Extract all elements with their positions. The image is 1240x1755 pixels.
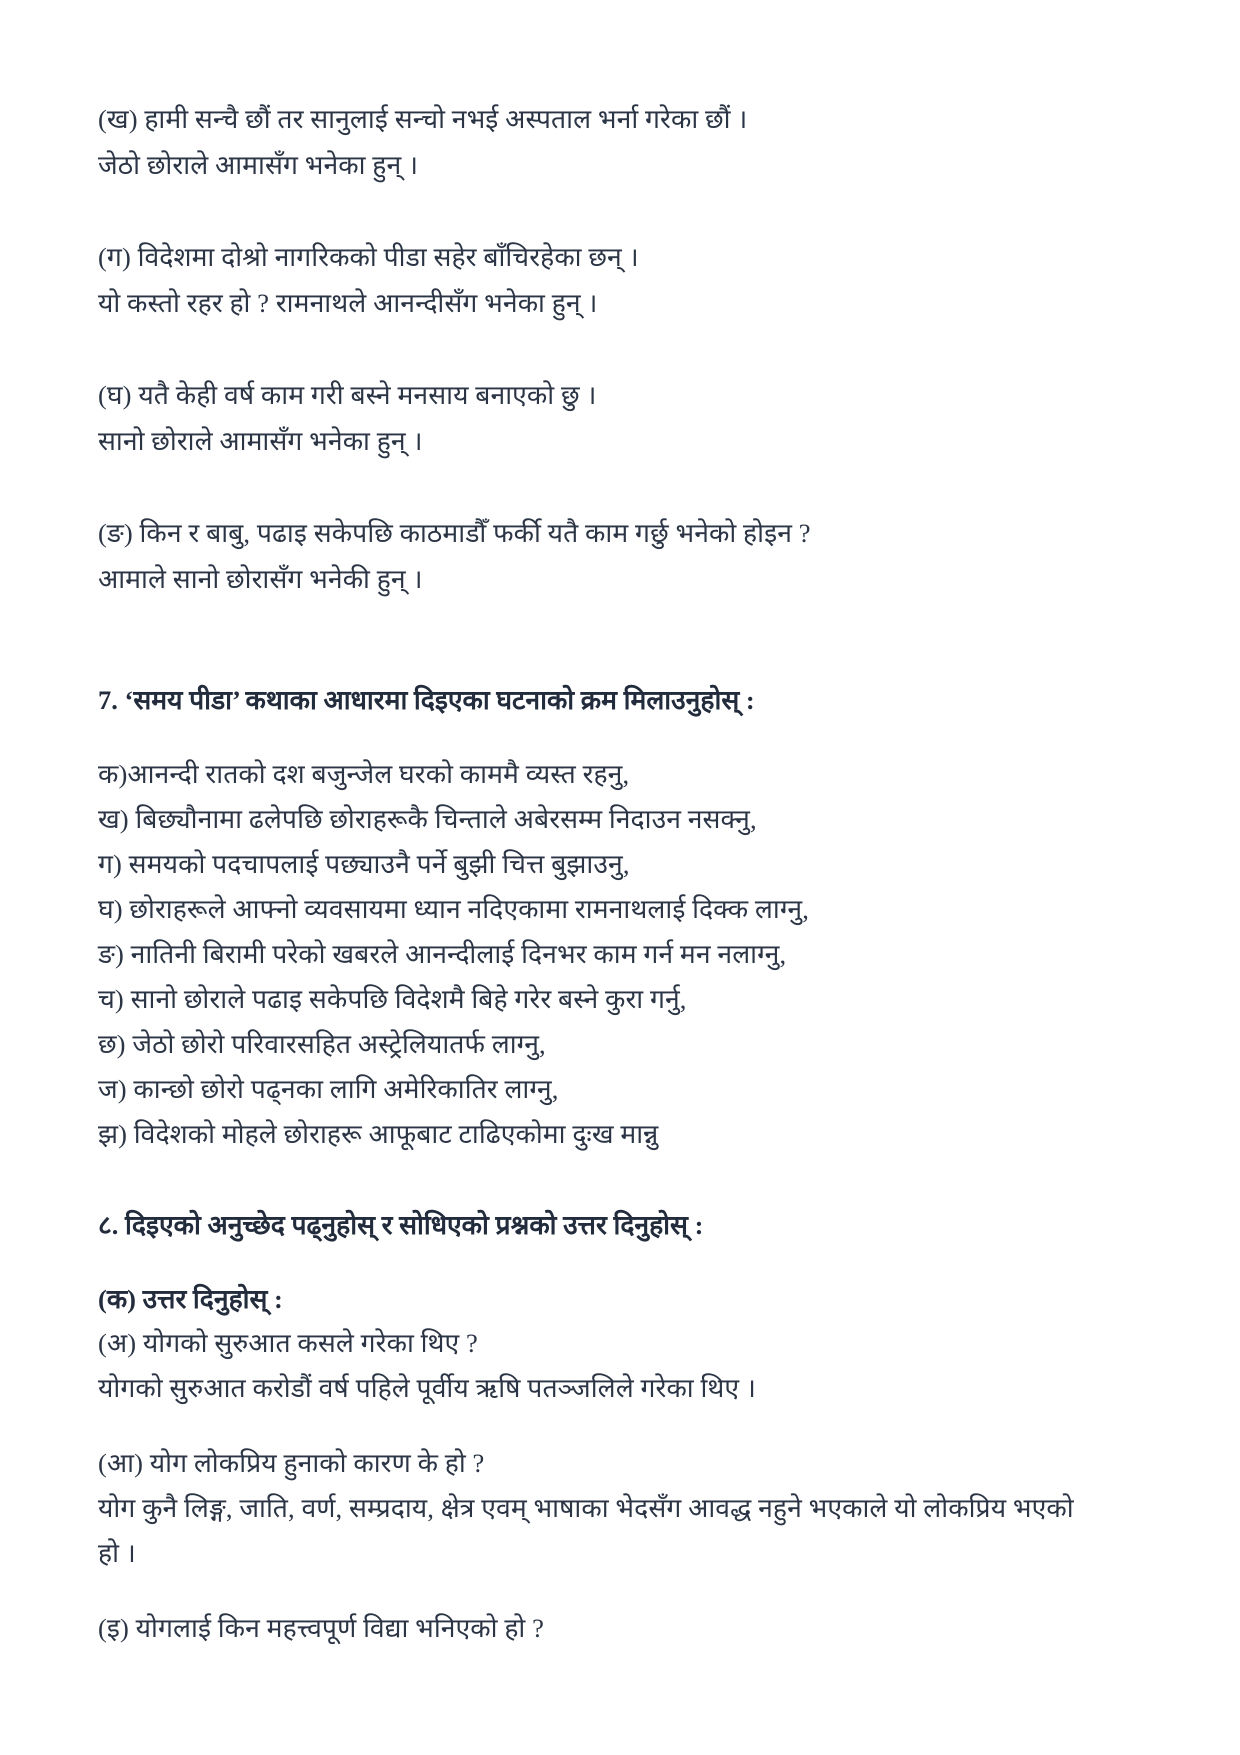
- answer-gha-line1: (घ) यतै केही वर्ष काम गरी बस्ने मनसाय बनाएको छु ।: [98, 380, 597, 410]
- document-body: [98, 96, 1158, 1651]
- answer-gha-line2: सानो छोराले आमासँग भनेका हुन् ।: [98, 426, 423, 456]
- qa-answer-aa-line1: योग कुनै लिङ्ग, जाति, वर्ण, सम्प्रदाय, क्षेत्र एवम् भाषाका भेदसँग आवद्ध नहुने भएकाले यो लोकप्रिय भएको: [98, 1493, 1074, 1523]
- spacer: [98, 1247, 1158, 1277]
- list-item: छ) जेठो छोरो परिवारसहित अस्ट्रेलियातर्फ लाग्नु,: [98, 1029, 546, 1059]
- spacer: [98, 494, 1158, 510]
- answer-item-nga: [98, 510, 1158, 602]
- list-item: ज) कान्छो छोरो पढ्नका लागि अमेरिकातिर लाग्नु,: [98, 1074, 559, 1104]
- list-item: ख) बिछ्यौनामा ढलेपछि छोराहरूकै चिन्ताले अबेरसम्म निदाउन नसक्नु,: [98, 804, 757, 834]
- answer-item-kha: [98, 96, 1158, 188]
- answer-ga-line1: (ग) विदेशमा दोश्रो नागरिकको पीडा सहेर बाँचिरहेका छन् ।: [98, 242, 639, 272]
- qa-answer-a-line1: योगको सुरुआत करोडौं वर्ष पहिले पूर्वीय ऋषि पतञ्जलिले गरेका थिए ।: [98, 1373, 757, 1403]
- spacer: [98, 722, 1158, 752]
- qa-question-aa: (आ) योग लोकप्रिय हुनाको कारण के हो ?: [98, 1448, 485, 1478]
- qa-question-i: (इ) योगलाई किन महत्त्वपूर्ण विद्या भनिएको हो ?: [98, 1613, 544, 1643]
- answer-item-gha: [98, 372, 1158, 464]
- spacer: [98, 218, 1158, 234]
- answer-nga-line1: (ङ) किन र बाबु, पढाइ सकेपछि काठमाडौँ फर्की यतै काम गर्छु भनेको होइन ?: [98, 518, 811, 548]
- question-7-list: [98, 752, 1158, 1157]
- question-8-section-ka: [98, 1277, 1158, 1651]
- answer-item-ga: [98, 234, 1158, 326]
- answer-ga-line2: यो कस्तो रहर हो ? रामनाथले आनन्दीसँग भनेका हुन् ।: [98, 288, 598, 318]
- question-8-subheading: (क) उत्तर दिनुहोस् :: [98, 1284, 283, 1314]
- answer-kha-line2: जेठो छोराले आमासँग भनेका हुन् ।: [98, 150, 419, 180]
- spacer: [98, 356, 1158, 372]
- page-bottom-clip: [0, 1749, 1240, 1755]
- list-item: ग) समयको पदचापलाई पछ्याउनै पर्ने बुझी चित्त बुझाउनु,: [98, 849, 630, 879]
- answer-nga-line2: आमाले सानो छोरासँग भनेकी हुन् ।: [98, 564, 423, 594]
- list-item: क)आनन्दी रातको दश बजुन्जेल घरको काममै व्यस्त रहनु,: [98, 759, 630, 789]
- question-8-heading: ८. दिइएको अनुच्छेद पढ्नुहोस् र सोधिएको प्रश्नको उत्तर दिनुहोस् :: [98, 1210, 704, 1240]
- spacer: [98, 1411, 1158, 1441]
- qa-answer-aa-line2: हो ।: [98, 1538, 136, 1568]
- list-item: झ) विदेशको मोहले छोराहरू आफूबाट टाढिएकोमा दुःख मान्नु: [98, 1119, 659, 1149]
- list-item: च) सानो छोराले पढाइ सकेपछि विदेशमै बिहे गरेर बस्ने कुरा गर्नु,: [98, 984, 687, 1014]
- qa-question-a: (अ) योगको सुरुआत कसले गरेका थिए ?: [98, 1328, 478, 1358]
- spacer: [98, 632, 1158, 678]
- question-7-heading: 7. ‘समय पीडा’ कथाका आधारमा दिइएका घटनाको क्रम मिलाउनुहोस् :: [98, 685, 755, 715]
- list-item: घ) छोराहरूले आफ्नो व्यवसायमा ध्यान नदिएकामा रामनाथलाई दिक्क लाग्नु,: [98, 894, 809, 924]
- spacer: [98, 1576, 1158, 1606]
- spacer: [98, 1157, 1158, 1203]
- list-item: ङ) नातिनी बिरामी परेको खबरले आनन्दीलाई दिनभर काम गर्न मन नलाग्नु,: [98, 939, 787, 969]
- answer-kha-line1: (ख) हामी सन्चै छौं तर सानुलाई सन्चो नभई अस्पताल भर्ना गरेका छौं ।: [98, 104, 748, 134]
